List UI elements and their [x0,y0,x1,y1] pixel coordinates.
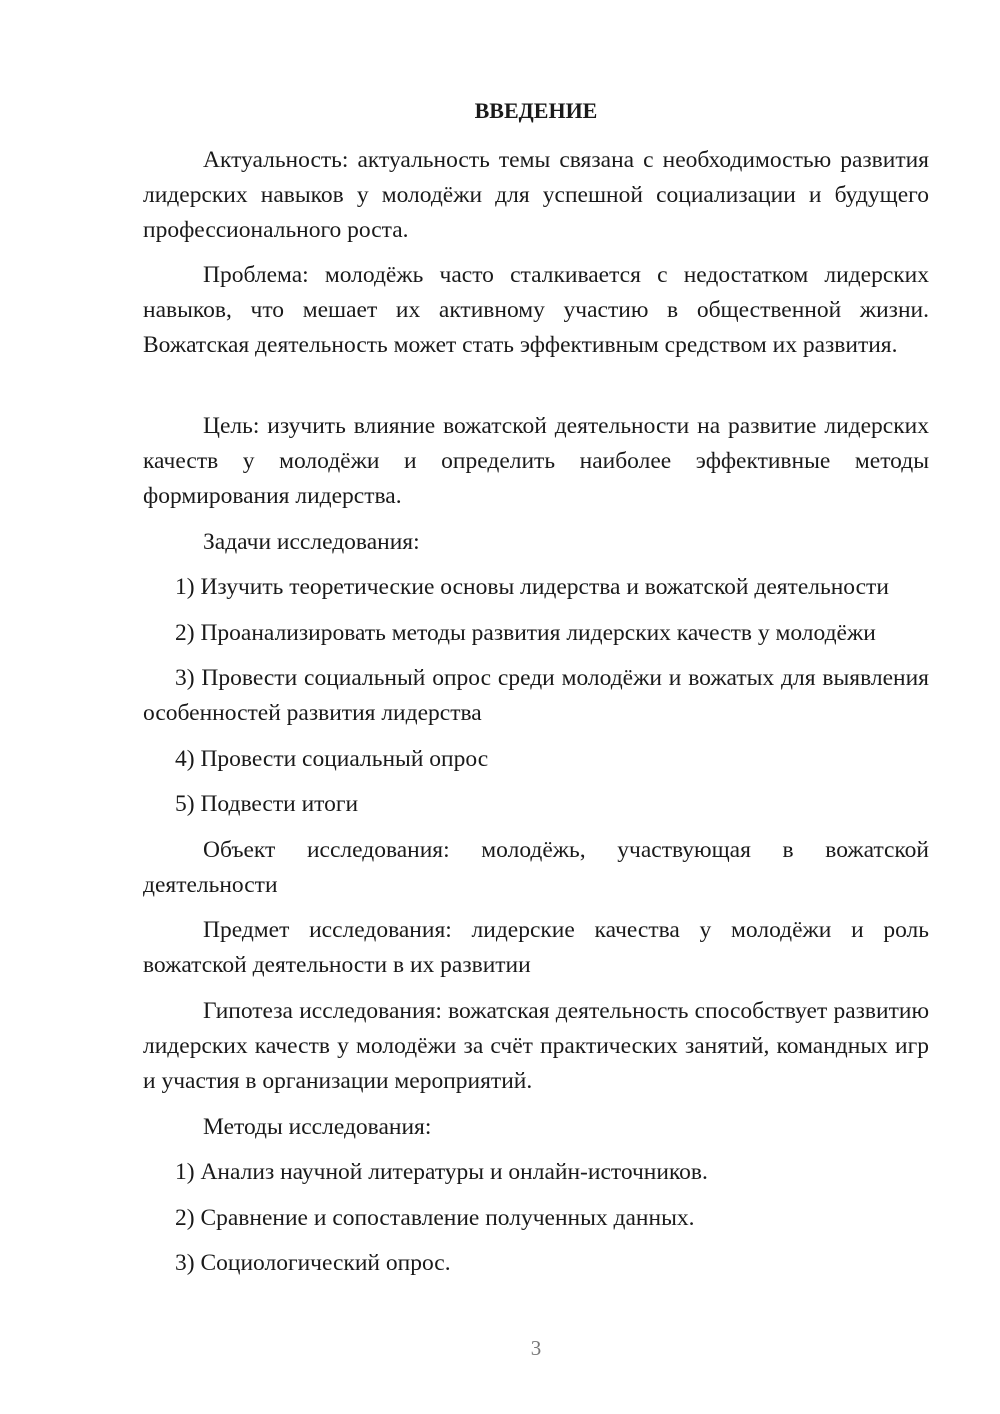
methods-heading: Методы исследования: [203,1114,432,1140]
page-title: ВВЕДЕНИЕ [474,98,598,123]
tasks-heading: Задачи исследования: [203,529,420,555]
task-item: 3) Провести социальный опрос среди молодёжи и вожатых для выявления особенностей развития лидерства [143,665,929,726]
task-item: 1) Изучить теоретические основы лидерства и вожатской деятельности [175,574,889,600]
relevance-paragraph: Актуальность: актуальность темы связана с необходимостью развития лидерских навыков у молодёжи для успешной социализации и будущего профессионального роста. [143,147,929,243]
object-paragraph: Объект исследования: молодёжь, участвующая в вожатской деятельности [143,837,929,898]
method-item: 1) Анализ научной литературы и онлайн-источников. [175,1159,708,1185]
problem-paragraph: Проблема: молодёжь часто сталкивается с недостатком лидерских навыков, что мешает их активному участию в общественной жизни. Вожатская деятельность может стать эффективным средством их развития. [143,262,929,358]
goal-paragraph: Цель: изучить влияние вожатской деятельности на развитие лидерских качеств у молодёжи и определить наиболее эффективные методы формирования лидерства. [143,413,929,509]
subject-paragraph: Предмет исследования: лидерские качества у молодёжи и роль вожатской деятельности в их развитии [143,917,929,978]
task-item: 2) Проанализировать методы развития лидерских качеств у молодёжи [175,620,876,646]
task-item: 4) Провести социальный опрос [175,746,489,772]
method-item: 3) Социологический опрос. [175,1250,451,1276]
method-item: 2) Сравнение и сопоставление полученных данных. [175,1205,695,1231]
page-number: 3 [530,1336,542,1360]
task-item: 5) Подвести итоги [175,791,359,817]
hypothesis-paragraph: Гипотеза исследования: вожатская деятельность способствует развитию лидерских качеств у молодёжи за счёт практических занятий, командных игр и участия в организации мероприятий. [143,998,929,1094]
